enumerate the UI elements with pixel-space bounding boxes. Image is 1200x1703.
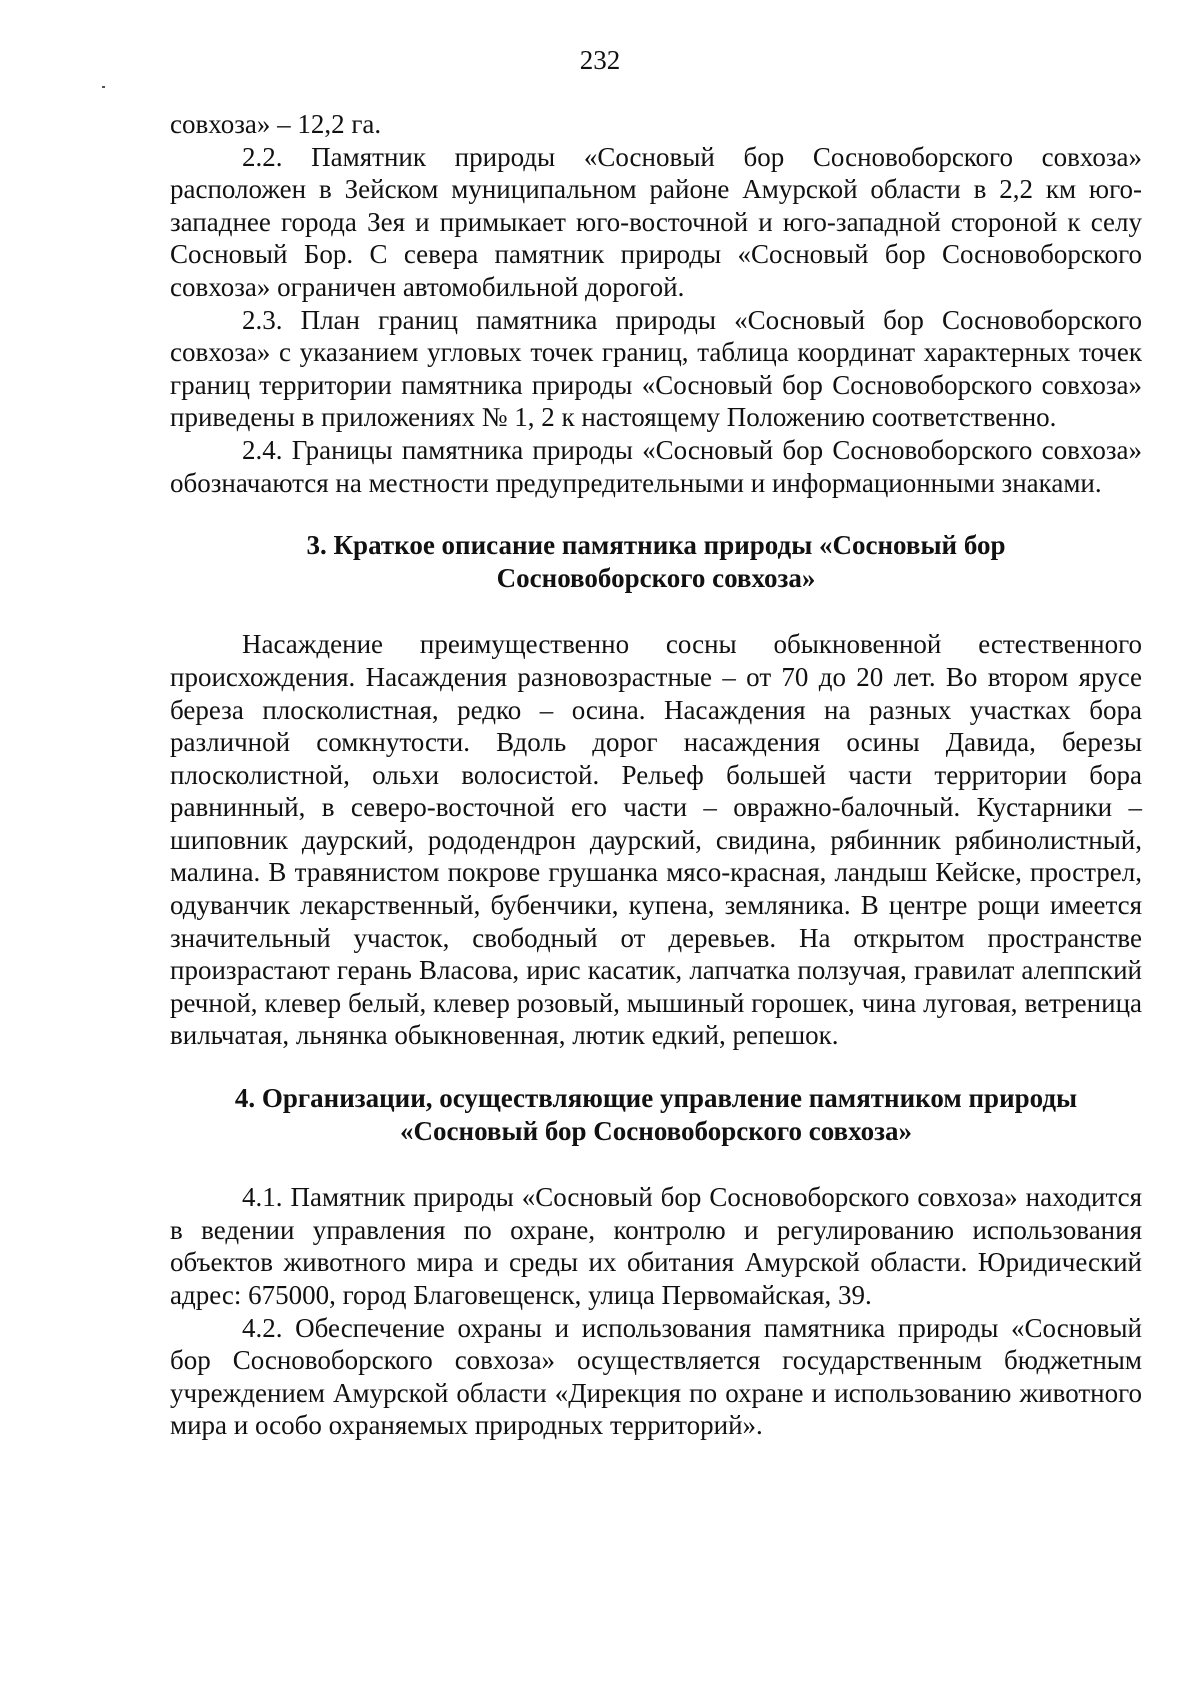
section-3-heading [170, 529, 1142, 594]
page-number: 232 [579, 45, 621, 75]
scan-mark [102, 86, 105, 88]
paragraph-4-1: 4.1. Памятник природы «Сосновый бор Сосновоборского совхоза» находится в ведении управления по охране, контролю и регулированию использования объектов животного мира и среды их обитания Амурской области. Юридический адрес: 675000, город Благовещенск, улица Первомайская, 39. [170, 1182, 1142, 1310]
paragraph-2-2: 2.2. Памятник природы «Сосновый бор Сосновоборского совхоза» расположен в Зейском муниципальном районе Амурской области в 2,2 км юго-западнее города Зея и примыкает юго-восточной и юго-западной стороной к селу Сосновый Бор. С севера памятник природы «Сосновый бор Сосновоборского совхоза» ограничен автомобильной дорогой. [170, 141, 1142, 302]
section-3-paragraph: Насаждение преимущественно сосны обыкновенной естественного происхождения. Насаждения разновозрастные – от 70 до 20 лет. Во втором ярусе береза плосколистная, редко – осина. Насаждения на разных участках бора различной сомкнутости. Вдоль дорог насаждения осины Давида, березы плосколистной, ольхи волосистой. Рельеф большей части территории бора равнинный, в северо-восточной его части – овражно-балочный. Кустарники – шиповник даурский, рододендрон даурский, свидина, рябинник рябинолистный, малина. В травянистом покрове грушанка мясо-красная, ландыш Кейске, прострел, одуванчик лекарственный, бубенчики, купена, земляника. В центре рощи имеется значительный участок, свободный от деревьев. На открытом пространстве произрастают герань Власова, ирис касатик, лапчатка ползучая, гравилат алеппский речной, клевер белый, клевер розовый, мышиный горошек, чина луговая, ветреница вильчатая, льнянка обыкновенная, лютик едкий, репешок. [170, 629, 1142, 1051]
paragraph-2-3: 2.3. План границ памятника природы «Сосновый бор Сосновоборского совхоза» с указанием угловых точек границ, таблица координат характерных точек границ территории памятника природы «Сосновый бор Сосновоборского совхоза» приведены в приложениях № 1, 2 к настоящему Положению соответственно. [170, 304, 1142, 433]
paragraph-2-4: 2.4. Границы памятника природы «Сосновый бор Сосновоборского совхоза» обозначаются на местности предупредительными и информационными знаками. [170, 434, 1142, 498]
paragraph-4-2: 4.2. Обеспечение охраны и использования памятника природы «Сосновый бор Сосновоборского совхоза» осуществляется государственным бюджетным учреждением Амурской области «Дирекция по охране и использованию животного мира и особо охраняемых природных территорий». [170, 1312, 1142, 1441]
section-3-heading-line-1: 3. Краткое описание памятника природы «Сосновый бор [306, 530, 1006, 561]
paragraph-continuation: совхоза» – 12,2 га. [170, 109, 382, 139]
section-3-heading-line-2: Сосновоборского совхоза» [496, 562, 816, 593]
section-4-heading-line-1: 4. Организации, осуществляющие управление памятником природы [234, 1083, 1078, 1114]
section-4-heading-line-2: «Сосновый бор Сосновоборского совхоза» [400, 1115, 912, 1146]
section-4-heading [170, 1082, 1142, 1147]
document-body [170, 108, 1142, 1442]
